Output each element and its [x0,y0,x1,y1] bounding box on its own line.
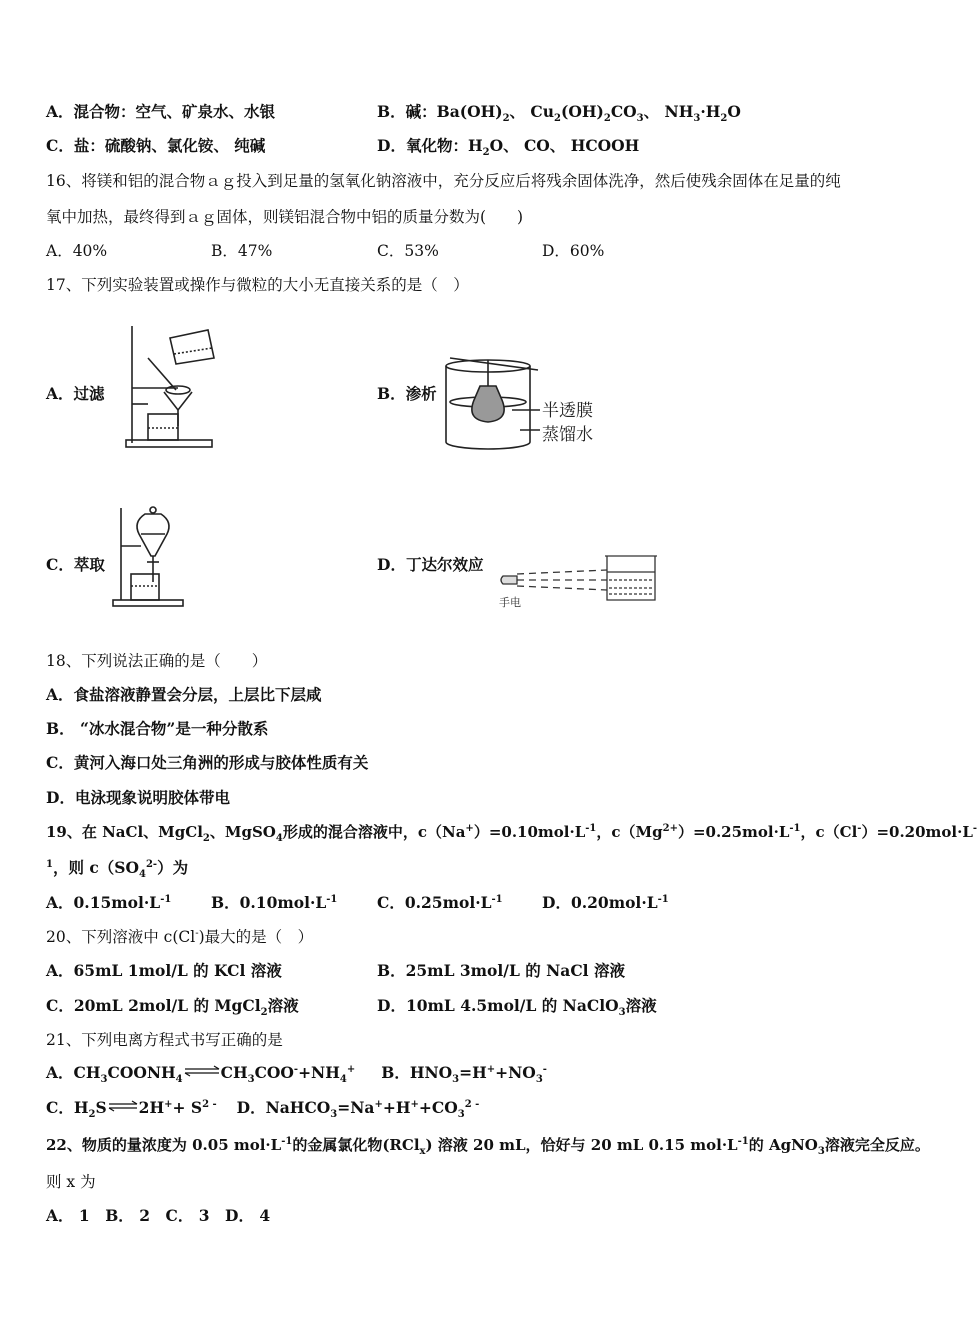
q17-option-b: B．渗析 [377,384,437,403]
q19-option-b: B．$0.10mol\cdot L^{-1}$ [211,893,338,912]
q20-stem: 20、下列溶液中 c(Cl-)最大的是（ ） [46,927,314,946]
q21-stem: 21、下列电离方程式书写正确的是 [46,1031,283,1049]
q15-option-a: A．混合物：空气、矿泉水、水银 [46,102,276,121]
q15-option-c: C．盐：硫酸钠、氯化铵、 纯碱 [46,136,266,155]
semipermeable-membrane-label: 半透膜 [542,401,593,421]
q18-option-a: A．食盐溶液静置会分层，上层比下层咸 [46,685,322,704]
equilibrium-arrow-icon [183,1061,221,1081]
q15-option-d: D．氧化物：$H_2O$、 CO、 HCOOH [377,136,640,159]
q19-option-a: A．$0.15mol\cdot L^{-1}$ [46,893,172,912]
q20-option-a: A．65mL 1mol/L 的 KCl 溶液 [46,961,282,980]
q16-option-a: A．40% [46,242,108,260]
q22-stem-line1: 22、物质的量浓度为 0.05 $mol\cdot L^{-1}$的金属氯化物(RCl$_x$) 溶液 20 mL，恰好与 20 mL 0.15 $mol\cdot L^{-1}$的 AgNO$_3$溶液完全反应。 [46,1136,930,1157]
q21-option-a-b: A．$CH_3COONH_4$ $CH_3COO^-+NH_4^+$ B．$HNO_3=H^++NO_3^-$ [46,1063,547,1086]
q16-stem-line1: 16、将镁和铝的混合物ａｇ投入到足量的氢氧化钠溶液中，充分反应后将残余固体洗净，然后使残余固体在足量的纯 [46,172,841,190]
q16-option-b: B．47% [211,242,273,260]
q18-option-b: B． “冰水混合物”是一种分散系 [46,719,269,738]
q22-options: A． 1 B． 2 C． 3 D． 4 [46,1206,271,1225]
q19-stem-line1: 19、在 NaCl、MgCl$_2$、MgSO$_4$形成的混合溶液中，$c(Na^+)=0.10mol\cdot L^{-1}$，$c(Mg^{2+})=0.25mol\cdot L^{-1}$，c（Cl-）=0.20mol·L- [46,823,977,844]
tyndall-effect-figure [495,550,660,612]
q18-stem: 18、下列说法正确的是（ ） [46,652,268,670]
q17-option-a: A．过滤 [46,384,105,403]
q20-option-c: C．20mL 2mol/L 的 MgCl$_2$溶液 [46,996,299,1019]
equilibrium-arrow-icon [107,1096,139,1116]
q19-stem-line2: $^1$，则 $c(SO_4^{2-})$为 [46,858,189,881]
q17-option-c: C．萃取 [46,555,105,574]
q17-stem: 17、下列实验装置或操作与微粒的大小无直接关系的是（ ） [46,276,469,294]
extraction-apparatus-figure [105,500,185,610]
q19-option-c: C．$0.25mol\cdot L^{-1}$ [377,893,503,912]
dialysis-apparatus-figure [440,350,615,460]
q16-option-c: C．53% [377,242,439,260]
q18-option-d: D．电泳现象说明胶体带电 [46,788,230,807]
q21-option-c-d: C．$H_2S$ $2H^++ S^{2 -}$ D．$NaHCO_3=Na^++H^++CO_3^{2 -}$ [46,1098,480,1121]
q15-option-b: B．碱：$Ba(OH)_2$、 $Cu_2(OH)_2CO_3$、 $NH_3\cdot H_2O$ [377,102,741,125]
filtration-apparatus-figure [118,318,223,453]
flashlight-label: 手电 [499,596,521,609]
q17-option-d: D．丁达尔效应 [377,555,484,574]
q20-option-d: D．10mL 4.5mol/L 的 NaClO$_3$溶液 [377,996,657,1019]
q18-option-c: C．黄河入海口处三角洲的形成与胶体性质有关 [46,753,369,772]
q22-stem-line2: 则 x 为 [46,1173,96,1191]
distilled-water-label: 蒸馏水 [542,425,593,445]
q16-option-d: D．60% [542,242,605,260]
q19-option-d: D．$0.20mol\cdot L^{-1}$ [542,893,669,912]
q16-stem-line2: 氧中加热，最终得到ａｇ固体，则镁铝混合物中铝的质量分数为( ) [46,208,524,226]
q20-option-b: B．25mL 3mol/L 的 NaCl 溶液 [377,961,625,980]
